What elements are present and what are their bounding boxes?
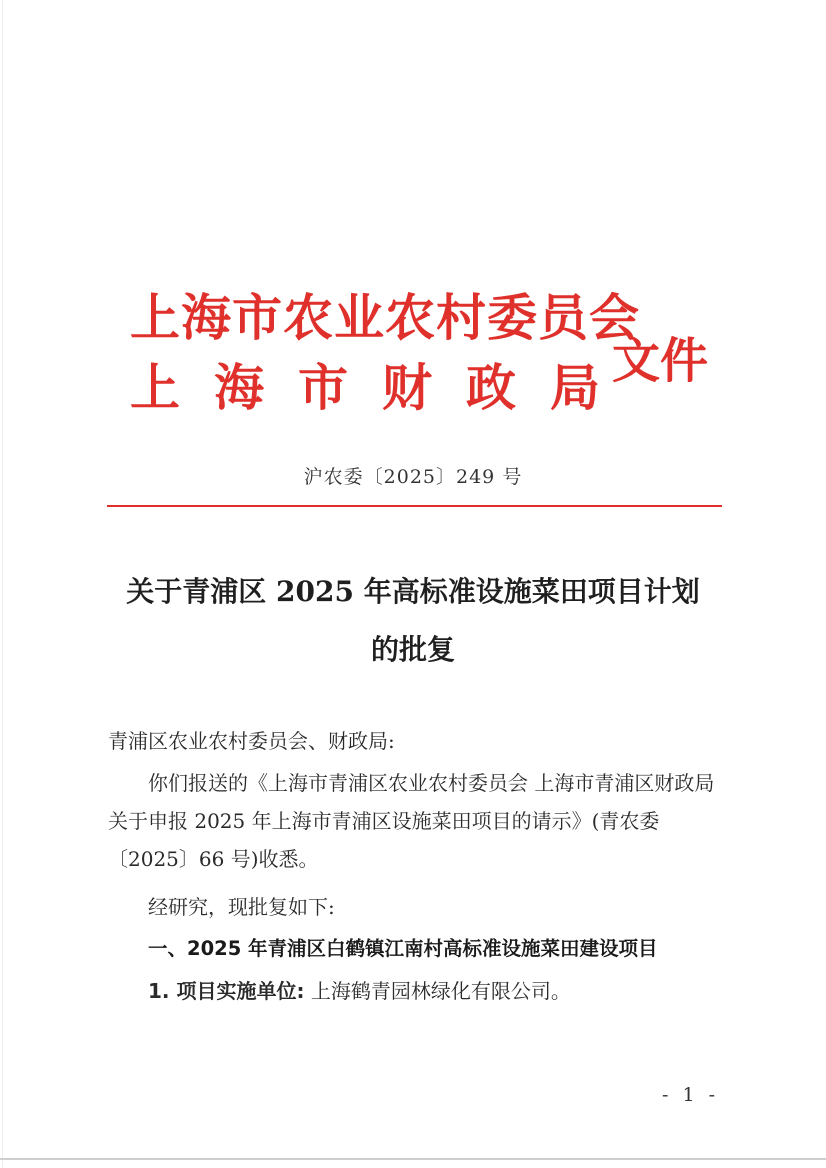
scan-edge-bottom: [0, 1158, 826, 1160]
item-1-label: 1. 项目实施单位:: [148, 979, 305, 1003]
org2-char: 市: [298, 358, 348, 417]
org2-char: 海: [214, 358, 264, 417]
org2-char: 局: [550, 358, 600, 417]
org2-char: 上: [130, 358, 180, 417]
item-1: [108, 972, 722, 1010]
section-heading-1: 一、2025 年青浦区白鹤镇江南村高标准设施菜田建设项目: [148, 937, 658, 960]
org2-char: 财: [382, 358, 432, 417]
salutation: 青浦区农业农村委员会、财政局:: [108, 729, 395, 753]
org2-char: 政: [466, 358, 516, 417]
document-title-line1: 关于青浦区 2025 年高标准设施菜田项目计划: [126, 575, 700, 608]
issuing-org-agriculture: 上海市农业农村委员会: [130, 288, 640, 347]
page-number: - 1 -: [662, 1084, 720, 1106]
red-divider: [107, 505, 722, 507]
item-1-value: 上海鹤青园林绿化有限公司。: [310, 979, 571, 1003]
body-paragraph-1: 你们报送的《上海市青浦区农业农村委员会 上海市青浦区财政局关于申报 2025 年上海市青浦区设施菜田项目的请示》(青农委〔2025〕66 号)收悉。: [108, 771, 715, 871]
document-title-line2: 的批复: [370, 633, 455, 666]
issuing-org-finance: [130, 348, 600, 420]
document-number: 沪农委〔2025〕249 号: [303, 466, 523, 488]
body-paragraph-2: 经研究，现批复如下:: [148, 895, 335, 919]
document-type-label: 文件: [612, 333, 709, 389]
